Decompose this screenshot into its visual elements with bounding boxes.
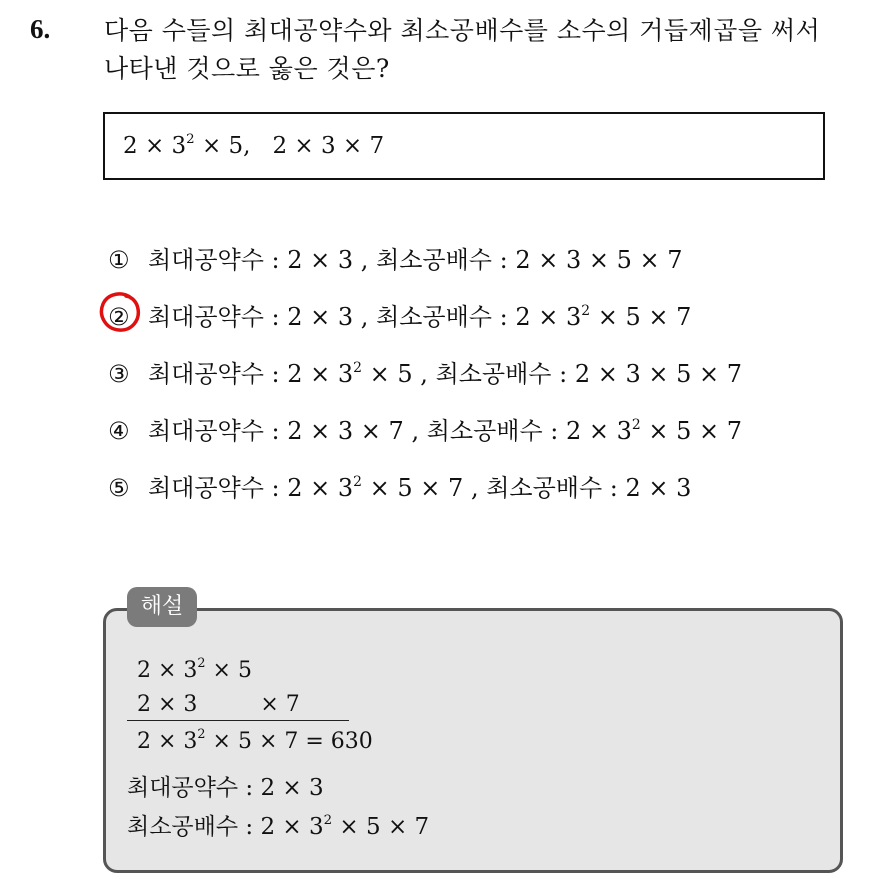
given-number-b: 2 × 3 × 7	[272, 133, 385, 159]
given-numbers-box	[103, 112, 825, 180]
gcd-label: 최대공약수 :	[148, 246, 288, 274]
solution-row-2: 2 × 3 × 7	[137, 692, 300, 717]
choice-separator: ,	[412, 360, 436, 388]
lcm-value: 2 × 3	[515, 303, 582, 331]
choice-number: ③	[108, 360, 130, 388]
solution-row-1: $2 \times 3^2 \times 5$	[137, 656, 252, 683]
lcm-value: 2 × 3 × 5 × 7	[574, 360, 743, 388]
lcm-exponent: 2	[581, 302, 591, 319]
choice-5[interactable]	[108, 466, 691, 514]
question-number: 6.	[30, 14, 51, 44]
solution-row-3: $2 \times 3^2 \times 5 \times 7 = 630$	[137, 727, 373, 754]
lcm-value-rest: × 5 × 7	[590, 303, 692, 331]
lcm-value: 2 × 3	[625, 474, 692, 502]
gcd-value: 2 × 3	[287, 360, 354, 388]
question-text	[104, 12, 874, 88]
gcd-value: 2 × 3 × 7	[287, 417, 404, 445]
choice-separator: ,	[463, 474, 487, 502]
lcm-label: 최소공배수 :	[435, 360, 575, 388]
gcd-label: 최대공약수 :	[148, 303, 288, 331]
lcm-label: 최소공배수 :	[486, 474, 626, 502]
choice-number: ④	[108, 417, 130, 445]
choice-number: ①	[108, 246, 130, 274]
question-text-line2: 나타낸 것으로 옳은 것은?	[104, 54, 390, 83]
gcd-label: 최대공약수 :	[148, 360, 288, 388]
solution-tab: 해설	[127, 587, 197, 627]
gcd-value: 2 × 3	[287, 474, 354, 502]
solution-gcd: 최대공약수 : 2 × 3	[127, 775, 324, 801]
choice-4[interactable]	[108, 409, 742, 457]
lcm-value-rest: × 5 × 7	[640, 417, 743, 445]
choice-3[interactable]	[108, 352, 742, 400]
question-text-line1: 다음 수들의 최대공약수와 최소공배수를 소수의 거듭제곱을 써서	[104, 16, 821, 45]
gcd-value: 2 × 3	[287, 303, 354, 331]
gcd-value-rest: × 5	[362, 360, 413, 388]
lcm-value: 2 × 3	[565, 417, 632, 445]
gcd-exponent: 2	[353, 473, 363, 490]
gcd-exponent: 2	[353, 359, 363, 376]
lcm-label: 최소공배수 :	[376, 246, 516, 274]
choice-number: ②	[108, 295, 148, 339]
choice-separator: ,	[353, 246, 377, 274]
solution-divider	[127, 720, 349, 721]
answer-circle-icon	[98, 289, 144, 335]
choice-2[interactable]	[108, 295, 691, 343]
choice-separator: ,	[403, 417, 427, 445]
choice-1[interactable]	[108, 238, 683, 282]
gcd-value: 2 × 3	[287, 246, 354, 274]
choice-separator: ,	[353, 303, 377, 331]
gcd-value-rest: × 5 × 7	[362, 474, 464, 502]
gcd-label: 최대공약수 :	[148, 417, 288, 445]
lcm-exponent: 2	[631, 416, 641, 433]
choice-number: ⑤	[108, 474, 130, 502]
lcm-label: 최소공배수 :	[426, 417, 566, 445]
gcd-label: 최대공약수 :	[148, 474, 288, 502]
solution-lcm: 최소공배수 : $2 \times 3^2 \times 5 \times 7$	[127, 813, 430, 840]
lcm-value: 2 × 3 × 5 × 7	[515, 246, 683, 274]
given-number-a: $2 \times 3^2 \times 5$,	[123, 132, 251, 159]
lcm-label: 최소공배수 :	[376, 303, 516, 331]
